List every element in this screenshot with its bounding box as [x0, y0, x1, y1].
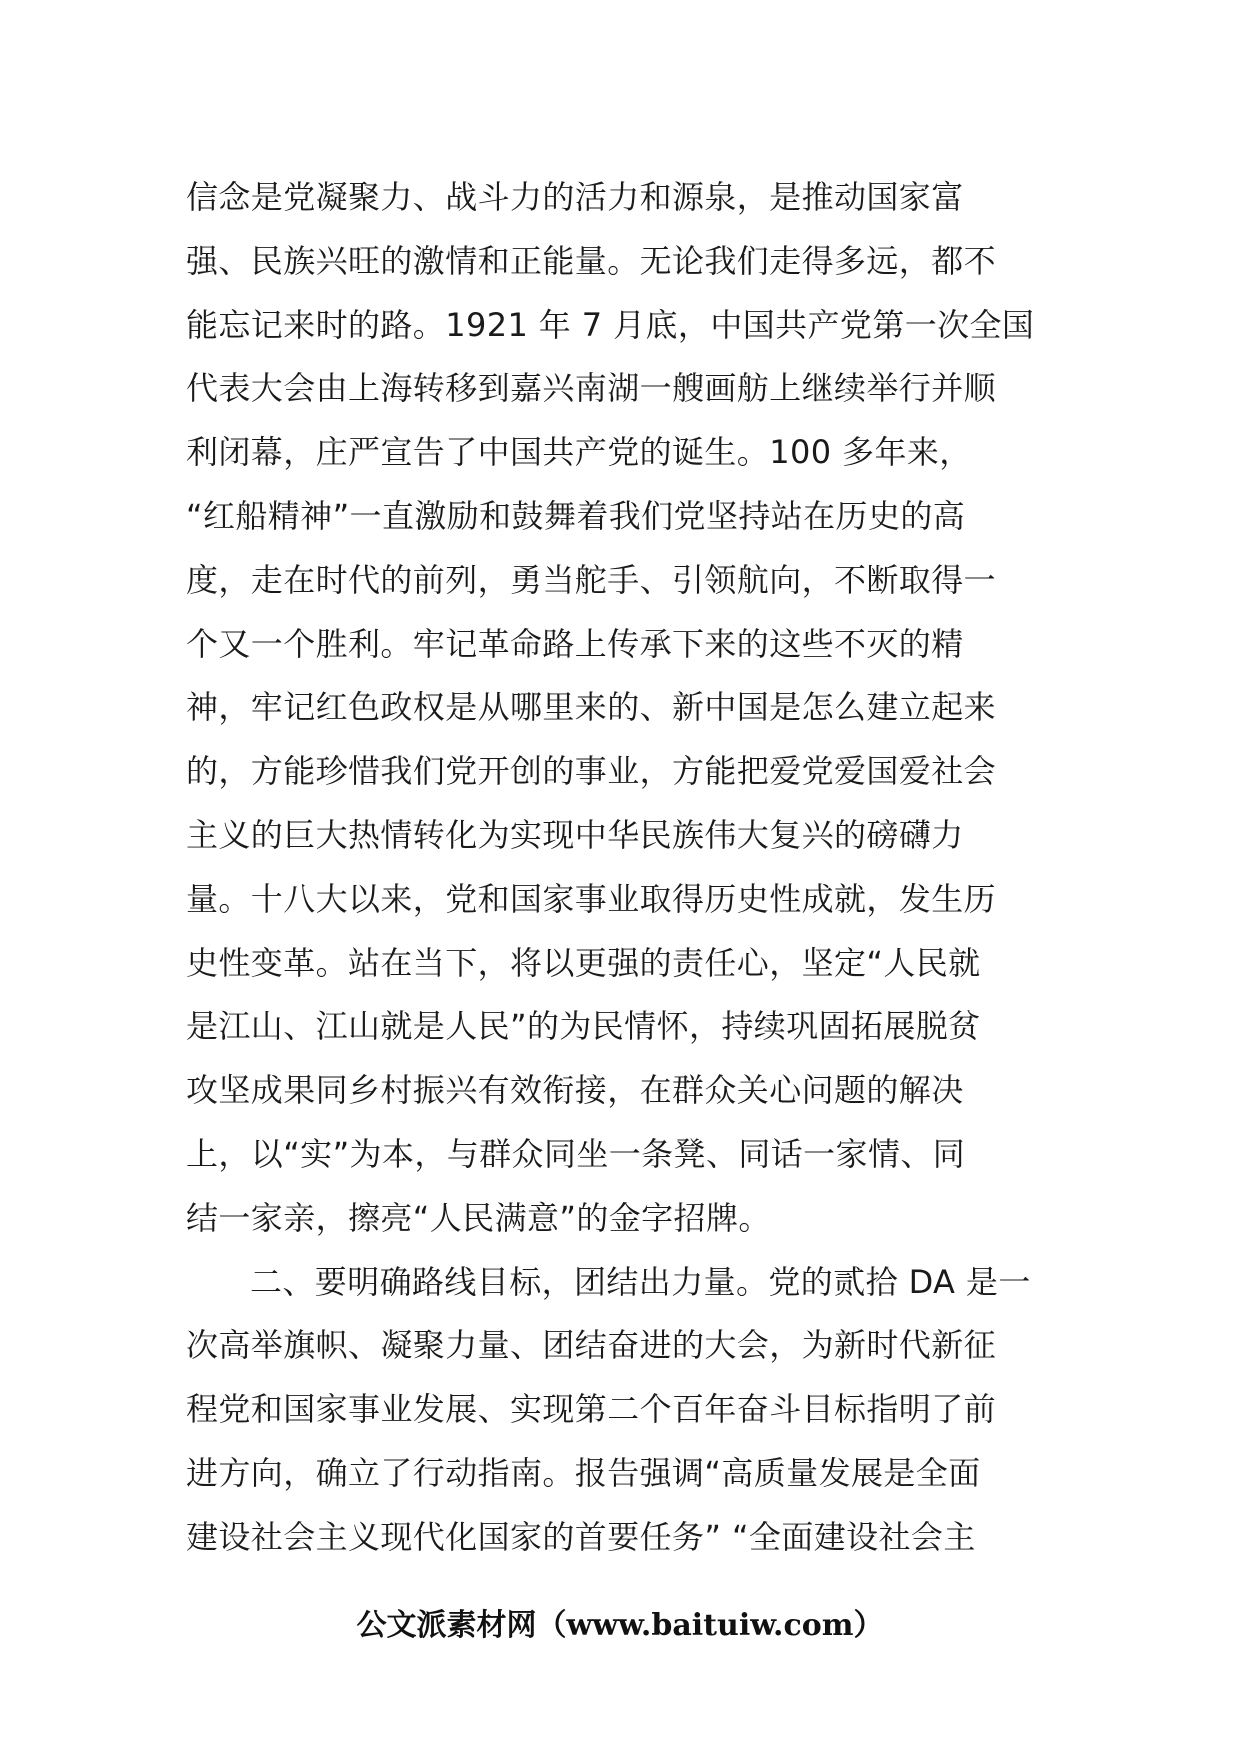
text-line: 结一家亲，擦亮“人民满意”的金字招牌。 — [186, 1198, 771, 1237]
text-line: 上，以“实”为本，与群众同坐一条凳、同话一家情、同 — [186, 1134, 966, 1173]
text-line: 代表大会由上海转移到嘉兴南湖一艘画舫上继续举行并顺 — [186, 369, 997, 408]
body-text — [186, 166, 1058, 1570]
text-line: 是江山、江山就是人民”的为民情怀，持续巩固拓展脱贫 — [186, 1007, 981, 1046]
footer-watermark: 公文派素材网（www.baituiw.com） — [356, 1608, 884, 1643]
text-line: 利闭幕，庄严宣告了中国共产党的诞生。100 多年来， — [186, 433, 972, 472]
text-line: 建设社会主义现代化国家的首要任务” “全面建设社会主 — [186, 1517, 976, 1556]
text-line: 次高举旗帜、凝聚力量、团结奋进的大会，为新时代新征 — [186, 1326, 997, 1365]
text-line: 程党和国家事业发展、实现第二个百年奋斗目标指明了前 — [186, 1390, 997, 1429]
text-line: 个又一个胜利。牢记革命路上传承下来的这些不灭的精 — [186, 624, 964, 663]
text-line: 度，走在时代的前列，勇当舵手、引领航向，不断取得一 — [186, 560, 997, 599]
text-line: “红船精神”一直激励和鼓舞着我们党坚持站在历史的高 — [186, 496, 966, 535]
text-line: 史性变革。站在当下，将以更强的责任心，坚定“人民就 — [186, 943, 981, 982]
text-line: 的，方能珍惜我们党开创的事业，方能把爱党爱国爱社会 — [186, 752, 997, 791]
text-line: 攻坚成果同乡村振兴有效衔接，在群众关心问题的解决 — [186, 1071, 964, 1110]
text-line: 量。十八大以来，党和国家事业取得历史性成就，发生历 — [186, 879, 997, 918]
text-line: 信念是党凝聚力、战斗力的活力和源泉，是推动国家富 — [186, 178, 964, 216]
text-line: 强、民族兴旺的激情和正能量。无论我们走得多远，都不 — [186, 241, 997, 280]
text-line: 进方向，确立了行动指南。报告强调“高质量发展是全面 — [186, 1453, 981, 1492]
text-line: 神，牢记红色政权是从哪里来的、新中国是怎么建立起来 — [186, 688, 997, 727]
text-line: 能忘记来时的路。1921 年 7 月底，中国共产党第一次全国 — [186, 305, 1035, 344]
text-line: 主义的巨大热情转化为实现中华民族伟大复兴的磅礴力 — [186, 815, 964, 854]
section-heading-line: 二、要明确路线目标，团结出力量。党的贰拾 DA 是一 — [250, 1262, 1031, 1301]
